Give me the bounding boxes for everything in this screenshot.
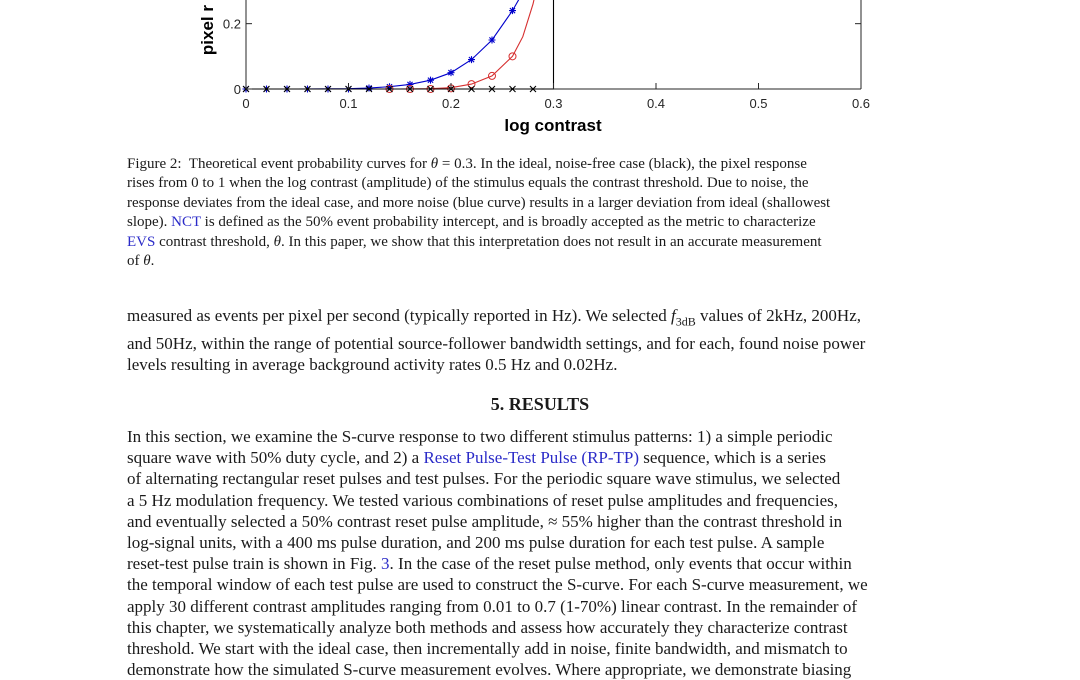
rp-tp-link[interactable]: Reset Pulse-Test Pulse (RP-TP) [423,448,640,468]
paragraph-line: and 50Hz, within the range of potential source-follower bandwidth settings, and for each, found noise power [127,333,866,353]
paragraph-bandwidth [127,305,953,375]
caption-line: Figure 2: Theoretical event probability curves for θ = 0.3. In the ideal, noise-free case (black), the pixel response [127,156,807,172]
caption-line: of θ. [127,253,155,270]
data-point-asterisk [427,77,434,84]
y-axis-label: pixel r [198,5,217,56]
caption-line: slope). NCT is defined as the 50% event probability intercept, and is broadly accepted as the metric to characterize [127,214,816,231]
nct-link[interactable]: NCT [171,214,201,231]
paragraph-results [127,426,953,680]
y-tick-label: 0.2 [222,16,241,32]
x-tick-label: 0.3 [544,96,563,111]
data-point-asterisk [468,56,475,63]
paragraph-line: log-signal units, with a 400 ms pulse duration, and 200 ms pulse duration for each test pulse. A sample [127,533,825,553]
paragraph-line: In this section, we examine the S-curve response to two different stimulus patterns: 1) a simple periodic [127,427,833,446]
x-tick-label: 0.6 [851,96,871,111]
series-line [246,0,543,89]
data-point-asterisk [366,85,373,92]
caption-line: EVS contrast threshold, θ. In this paper, we show that this interpretation does not result in an accurate measurement [127,233,822,250]
paragraph-line: demonstrate how the simulated S-curve measurement evolves. Where appropriate, we demonstrate biasing [127,660,852,680]
section-heading: 5. RESULTS [490,394,590,414]
paragraph-line: measured as events per pixel per second (typically reported in Hz). We selected $f_{3dB}$ values of 2kHz, 200Hz, [127,306,861,329]
paragraph-line: levels resulting in average background activity rates 0.5 Hz and 0.02Hz. [127,354,618,374]
paragraph-line: square wave with 50% duty cycle, and 2) a Reset Pulse-Test Pulse (RP-TP) sequence, which is a series [127,448,826,468]
data-point-asterisk [448,69,455,76]
fig3-link[interactable]: 3 [381,554,390,574]
caption-line: response deviates from the ideal case, and more noise (blue curve) results in a larger deviation from ideal (shallowest [127,194,831,211]
paragraph-line: this chapter, we systematically analyze both methods and assess how accurately they characterize contrast [127,617,848,637]
figure-caption [127,155,953,271]
paragraph-line: a 5 Hz modulation frequency. We tested various combinations of reset pulse amplitudes and frequencies, [127,490,839,510]
paragraph-line: of alternating rectangular reset pulses and test pulses. For the periodic square wave stimulus, we selected [127,469,841,489]
paragraph-line: apply 30 different contrast amplitudes ranging from 0.01 to 0.7 (1-70%) linear contrast. In the remainder of [127,596,857,616]
x-tick-label: 0.1 [339,96,358,111]
paragraph-line: threshold. We start with the ideal case, then incrementally add in noise, finite bandwidth, and mismatch to [127,639,848,659]
series-line [246,0,554,89]
caption-line: rises from 0 to 1 when the log contrast (amplitude) of the stimulus equals the contrast threshold. Due to noise, the [127,175,809,192]
x-tick-label: 0.4 [646,96,666,111]
data-point-asterisk [509,7,516,14]
x-tick-label: 0.5 [749,96,768,111]
series-line [246,0,554,89]
x-axis-label: log contrast [504,116,602,135]
evs-link[interactable]: EVS [127,233,156,250]
plot-series [243,0,554,93]
paragraph-line: and eventually selected a 50% contrast reset pulse amplitude, ≈ 55% higher than the contrast threshold in [127,511,843,531]
paragraph-line: reset-test pulse train is shown in Fig. 3. In the case of the reset pulse method, only events that occur within [127,554,852,574]
x-tick-label: 0.2 [441,96,461,111]
plot-ticks [223,17,870,111]
data-point-asterisk [489,37,496,44]
event-probability-chart [0,0,1080,150]
y-tick-label: 0 [233,82,241,97]
paragraph-line: the temporal window of each test pulse are used to construct the S-curve. For each S-curve measurement, we [127,575,868,595]
x-tick-label: 0 [242,96,250,111]
